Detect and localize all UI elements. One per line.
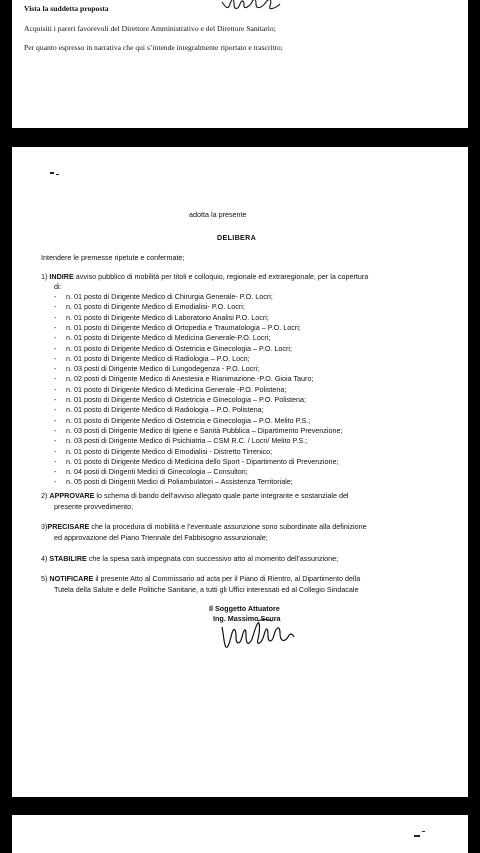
intro-line: Intendere le premesse ripetute e confermate; — [41, 253, 185, 262]
point2-text: lo schema di bando dell’avviso allegato quale parte integrante e sostanziale del — [96, 491, 349, 500]
point5-keyword: NOTIFICARE — [49, 574, 94, 583]
point5-number: 5) — [41, 574, 48, 583]
point1-text: avviso pubblico di mobilità per titoli e colloquio, regionale ed extraregionale, per la copertura — [75, 272, 369, 281]
point3-number: 3) — [41, 522, 48, 531]
point4-number: 4) — [41, 554, 48, 563]
point3-line — [41, 522, 367, 532]
point4-text: che la spesa sarà impegnata con successivo atto al momento dell’assunzione; — [88, 554, 339, 563]
document-page-1 — [12, 0, 468, 128]
point5-text: il presente Atto al Commissario ad acta per il Piano di Rientro, al Dipartimento della — [95, 574, 361, 583]
scan-speck — [50, 172, 54, 174]
scan-speck — [422, 831, 425, 832]
point4-keyword: STABILIRE — [49, 554, 87, 563]
page1-line-1: Vista la suddetta proposta — [24, 4, 109, 13]
delibera-heading: DELIBERA — [217, 233, 257, 242]
point1-line — [41, 272, 368, 282]
point3-text: che la procedura di mobilità e l’eventuale assunzione sono subordinate alla definizione — [91, 522, 367, 531]
point2-line-2: presente provvedimento; — [54, 501, 134, 511]
signatory-role: Il Soggetto Attuatore — [209, 604, 280, 613]
signature — [218, 617, 298, 653]
point2-number: 2) — [41, 491, 48, 500]
scan-speck — [414, 835, 420, 837]
document-page-3 — [12, 815, 468, 853]
point3-keyword: PRECISARE — [47, 522, 90, 531]
adopts-line: adotta la presente — [189, 210, 247, 219]
scan-speck — [56, 174, 59, 175]
page1-line-2: Acquisiti i pareri favorevoli del Direttore Amministrativo e del Direttore Sanitario; — [24, 24, 276, 33]
signature-top — [220, 0, 290, 14]
point2-keyword: APPROVARE — [49, 491, 95, 500]
point1-keyword: INDIRE — [49, 272, 74, 281]
point1-number: 1) — [41, 272, 48, 281]
signatory-name: Ing. Massimo Scura — [213, 614, 281, 623]
point1-line-2: di: — [54, 282, 62, 291]
point5-line-2: Tutela della Salute e delle Politiche Sanitarie, a tutti gli Uffici interessati ed al Collegio Sindacale — [54, 584, 359, 594]
point4-line — [41, 554, 338, 564]
document-page-2: adotta la presente DELIBERA Intendere le premesse ripetute e confermate; 1) INDIRE avviso pubblico di mobilità per titoli e colloquio, regionale ed extraregionale, per la copertura di: - n. 01 posto di Dirigente Medico di Chirurgia Generale- P.O. Locri; - n. 01 posto di Dirigente Medico di Emodialisi- P.O. Locri; - n. 01 posto di Dirigente Medico di Laboratorio Analisi P.O. Locri; - n. 01 posto di Dirigente Medico di Ortopedia e Traumatologia – P.O. Locri; - n. 01 posto di Dirigente Medico di Medicina Generale-P.O. Locri; - n. 01 posto di Dirigente Medico di Ostetricia e Ginecologia – P.O. Locri; - n. 01 posto di Dirigente Medico di Radiologia – P.O. Locri; - n. 03 posti di Dirigente Medico di Lungodegenza - P.O. Locri; - n. 02 posti di Dirigente Medico di Anestesia e Rianimazione -P.O. Gioia Tauro; - n. 01 posto di Dirigente Medico di Medicina Generale -P.O. Polistena; - n. 01 posto di Dirigente Medico di Ostetricia e Ginecologia – P.O. Polistena; - n. 01 posto di Dirigente Medico di Radiologia – P.O. Polistena; - n. 01 posto di Dirigente Medico di Ostetricia e Ginecologia – P.O. Melito P.S.; - n. 03 posti di Dirigente Medico di Igiene e Sanità Pubblica – Dipartimento Prevenzione; - n. 03 posti di Dirigente Medico di Psichiatria – CSM R.C. / Locri/ Melito P.S.; - n. 01 posto di Dirigente Medico di Emodialisi - Distretto Tirrenico; - n. 01 posto di Dirigente Medico di Medicina dello Sport - Dipartimento di Prevenzione; - n. 04 posti di Dirigenti Medici di Ginecologia – Consultori; - n. 05 posti di Dirigenti Medici di Poliambulatori – Assistenza Territoriale; 2) APPROVARE lo schema di bando dell’avviso allegato quale parte integrante e sostanziale del presente provvedimento; 3)PRECISARE che la procedura di mobilità e l’eventuale assunzione sono subordinate alla definizione ed approvazione del Piano Triennale del Fabbisogno assunzionale; 4) STABILIRE che la spesa sarà impegnata con successivo atto al momento dell’assunzione; 5) NOTIFICARE il presente Atto al Commissario ad acta per il Piano di Rientro, al Dipartimento della Tutela della Salute e delle Politiche Sanitarie, a tutti gli Uffici interessati ed al Collegio Sindacale Il Soggetto Attuatore Ing. Massimo Scura — [12, 147, 468, 797]
point2-line — [41, 491, 349, 501]
point3-line-2: ed approvazione del Piano Triennale del Fabbisogno assunzionale; — [54, 532, 268, 542]
page1-line-3: Per quanto espresso in narrativa che qui s’intende integralmente riportato e trascritto; — [24, 43, 283, 52]
point5-line — [41, 574, 360, 584]
